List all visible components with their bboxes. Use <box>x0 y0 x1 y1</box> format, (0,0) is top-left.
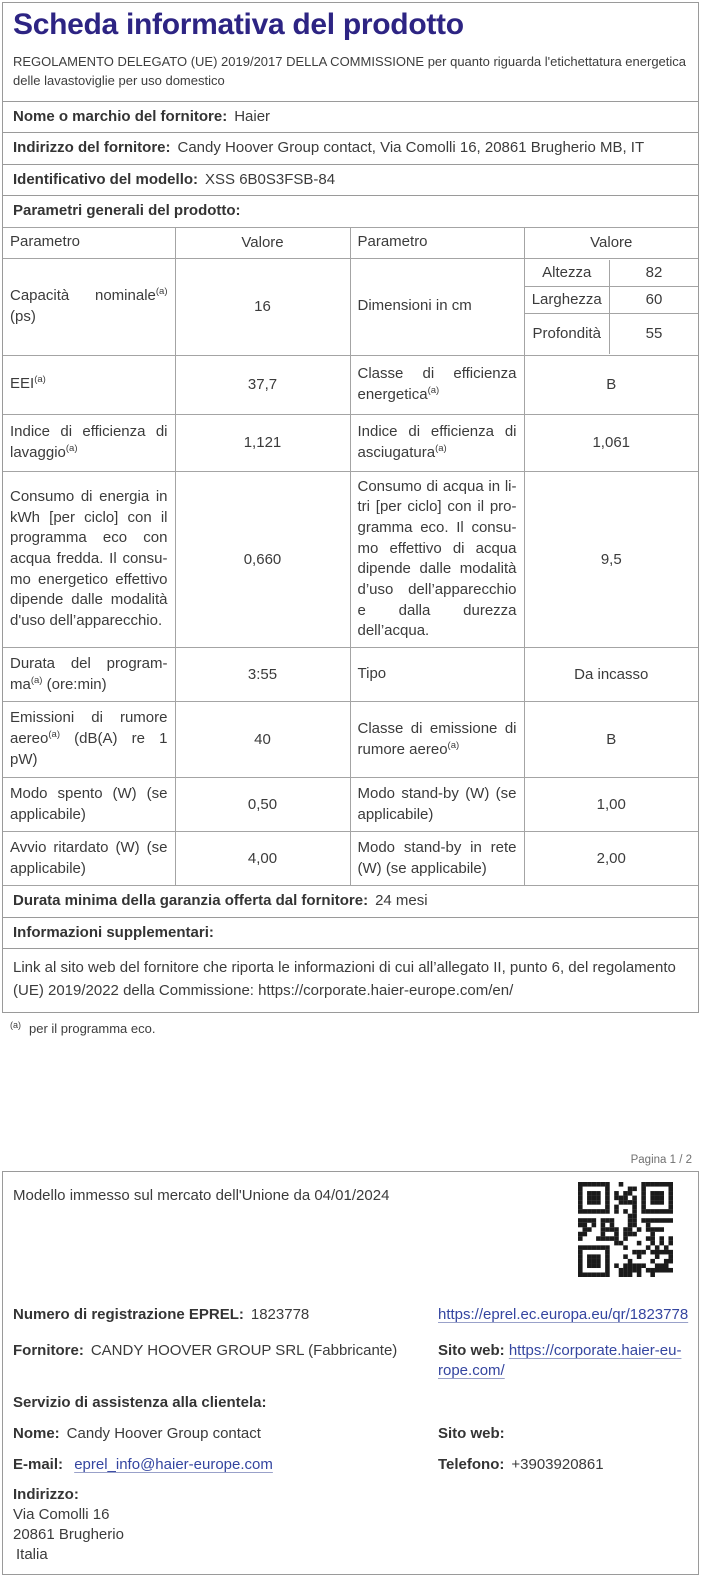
row-noise <box>3 702 698 778</box>
row-off-standby <box>3 778 698 832</box>
depth-label: Profondità <box>525 313 610 354</box>
eprel-number: 1823778 <box>250 1305 310 1323</box>
energy-class-value: B <box>524 355 698 414</box>
eprel-row <box>11 1305 690 1325</box>
regulation-subtitle: REGOLAMENTO DELEGATO (UE) 2019/2017 DELLA COMMISSIONE per quanto riguarda l'etichettatura energetica delle lavastoviglie per uso domestico <box>13 53 687 88</box>
email-link[interactable]: eprel_info@haier-europe.com <box>74 1456 273 1474</box>
contact-email-row <box>11 1455 690 1475</box>
footnote-marker: (a) <box>65 442 78 454</box>
header-valore-2: Valore <box>524 227 698 258</box>
footnote-marker: (a) <box>10 1019 21 1030</box>
standby-mode-value: 1,00 <box>524 778 698 832</box>
warranty-value: 24 mesi <box>375 892 428 909</box>
row-consumption <box>3 471 698 648</box>
model-id-label: Identificativo del modello: <box>13 170 199 188</box>
product-sheet <box>2 2 699 1013</box>
width-label: Larghezza <box>525 286 610 313</box>
model-id-value: XSS 6B0S3FSB-84 <box>205 170 336 188</box>
manufacturer-label: Fornitore: <box>13 1342 84 1360</box>
row-efficiency-indexes <box>3 414 698 471</box>
capacity-label: Capacità nominale$^{(a)}$ (ps) <box>3 258 175 355</box>
width-value: 60 <box>610 286 699 313</box>
supplier-address-row <box>3 132 698 164</box>
standby-mode-label: Modo stand-by (W) (se applicabile) <box>350 778 524 832</box>
capacity-value: 16 <box>175 258 350 355</box>
type-value: Da incasso <box>524 648 698 702</box>
supplier-name-row <box>3 101 698 133</box>
eprel-link-cell <box>438 1305 690 1325</box>
market-top-row <box>11 1182 690 1279</box>
off-mode-value: 0,50 <box>175 778 350 832</box>
footnote-marker: (a) <box>155 285 168 297</box>
header-valore-1: Valore <box>175 227 350 258</box>
contact-email <box>13 1455 438 1475</box>
delayed-start-value: 4,00 <box>175 832 350 886</box>
additional-info-header-row <box>3 917 698 949</box>
dimensions-subtable <box>525 260 699 354</box>
warranty-row <box>3 886 698 917</box>
website-cell <box>438 1341 690 1382</box>
row-duration-type <box>3 648 698 702</box>
page-indicator: Pagina 1 / 2 <box>630 1153 692 1166</box>
eprel-label: Numero di registrazione EPREL: <box>13 1305 244 1323</box>
footnote-marker: (a) <box>30 674 43 686</box>
dimension-row-depth <box>525 313 699 354</box>
contact-site-cell <box>438 1424 690 1444</box>
contact-name <box>13 1424 438 1444</box>
general-parameters-label: Parametri generali del prodotto: <box>13 202 241 219</box>
footnote-marker: (a) <box>447 739 460 751</box>
supplier-name-label: Nome o marchio del fornitore: <box>13 107 228 125</box>
dry-index-value: 1,061 <box>524 414 698 471</box>
contact-name-row <box>11 1424 690 1444</box>
footnote-marker: (a) <box>34 374 46 386</box>
height-label: Altezza <box>525 260 610 287</box>
contact-address-block <box>11 1485 690 1565</box>
energy-consumption-label: Consumo di energia in kWh [per ciclo] con il programma eco con acqua fredda. Il consumo energetico effettivo dipende dalle modalità d'uso dell’apparecchio. <box>3 471 175 648</box>
dry-index-label: Indice di efficienza di asciugatura$^{(a)}$ <box>350 414 524 471</box>
noise-emission-label: Emissioni di rumore aereo$^{(a)}$ (dB(A) re 1 pW) <box>3 702 175 778</box>
wash-index-value: 1,121 <box>175 414 350 471</box>
phone-value: +3903920861 <box>511 1456 604 1474</box>
eprel-qr-link[interactable]: https://eprel.ec.europa.eu/qr/1823778 <box>438 1305 689 1323</box>
address-line-country: Italia <box>16 1546 48 1564</box>
footnote-marker: (a) <box>427 384 440 396</box>
program-duration-value: 3:55 <box>175 648 350 702</box>
product-info-sheet-page <box>0 2 701 1564</box>
network-standby-label: Modo stand-by in rete (W) (se applicabile) <box>350 832 524 886</box>
footnote-marker: (a) <box>48 729 60 741</box>
supplier-address-value: Candy Hoover Group contact, Via Comolli 16, 20861 Brugherio MB, IT <box>177 139 645 156</box>
eei-value: 37,7 <box>175 355 350 414</box>
additional-info-label: Informazioni supplementari: <box>13 923 214 941</box>
network-standby-value: 2,00 <box>524 832 698 886</box>
parameters-table <box>3 227 698 887</box>
email-label: E-mail: <box>13 1456 64 1474</box>
warranty-label: Durata minima della garanzia offerta dal fornitore: <box>13 892 369 909</box>
model-id-row <box>3 164 698 196</box>
supplier-name-value: Haier <box>234 107 271 125</box>
footnote-marker: (a) <box>435 442 447 454</box>
contact-site-label: Sito web: <box>438 1424 505 1442</box>
supplier-link-intro: Link al sito web del fornitore che riporta le informazioni di cui all’allegato II, punto 6, del regolamento (UE) 2019/2022 della Commissione: <box>13 959 676 1000</box>
water-consumption-label: Consumo di acqua in litri [per ciclo] con il programma eco. Il consumo effettivo di acqua dipende dalle modalità d’uso dell’apparecchio e dalla durezza dell’acqua. <box>350 471 524 648</box>
eei-label: EEI$^{(a)}$ <box>3 355 175 414</box>
wash-index-label: Indice di efficienza di lavaggio$^{(a)}$ <box>3 414 175 471</box>
model-market-date: Modello immesso sul mercato dell'Unione da 04/01/2024 <box>13 1186 390 1204</box>
row-delayed-network-standby <box>3 832 698 886</box>
address-line-street: Via Comolli 16 <box>13 1506 110 1524</box>
manufacturer-row <box>11 1341 690 1382</box>
off-mode-label: Modo spento (W) (se applicabile) <box>3 778 175 832</box>
contact-phone <box>438 1455 690 1475</box>
row-capacity-dimensions <box>3 258 698 355</box>
row-eei-energy-class <box>3 355 698 414</box>
eprel-registration <box>13 1305 438 1325</box>
supplier-link-row <box>3 948 698 1012</box>
contact-name-label: Nome: <box>13 1424 60 1442</box>
contact-name-value: Candy Hoover Group contact <box>66 1424 261 1442</box>
manufacturer <box>13 1341 438 1361</box>
header-parametro-1: Parametro <box>3 227 175 258</box>
footnote-text: per il programma eco. <box>29 1020 156 1036</box>
noise-class-value: B <box>524 702 698 778</box>
depth-value: 55 <box>610 313 699 354</box>
delayed-start-label: Avvio ritardato (W) (se applicabile) <box>3 832 175 886</box>
type-label: Tipo <box>350 648 524 702</box>
customer-service-row <box>11 1393 690 1413</box>
page-title: Scheda informativa del prodotto <box>13 8 464 41</box>
market-info-box <box>2 1171 699 1575</box>
supplier-website-en-link[interactable]: https://corporate.haier-europe.com/en/ <box>258 982 514 1000</box>
supplier-address-label: Indirizzo del fornitore: <box>13 139 171 156</box>
manufacturer-value: CANDY HOOVER GROUP SRL (Fabbricante) <box>90 1342 398 1360</box>
water-consumption-value: 9,5 <box>524 471 698 648</box>
footnote <box>0 1013 701 1036</box>
qr-code <box>578 1182 673 1277</box>
table-header-row <box>3 227 698 258</box>
dimension-row-height <box>525 260 699 287</box>
program-duration-label: Durata del programma$^{(a)}$ (ore:min) <box>3 648 175 702</box>
energy-class-label: Classe di efficienza energetica$^{(a)}$ <box>350 355 524 414</box>
noise-class-label: Classe di emissione di rumore aereo$^{(a)}$ <box>350 702 524 778</box>
address-line-city: 20861 Brugherio <box>13 1526 124 1544</box>
energy-consumption-value: 0,660 <box>175 471 350 648</box>
general-parameters-header-row <box>3 195 698 227</box>
corporate-website-link[interactable]: https://corporate.haier-europe.com/ <box>438 1342 682 1380</box>
dimension-row-width <box>525 286 699 313</box>
dimensions-label: Dimensioni in cm <box>350 258 524 355</box>
noise-emission-value: 40 <box>175 702 350 778</box>
website-label: Sito web: <box>438 1342 505 1360</box>
address-label: Indirizzo: <box>13 1486 79 1504</box>
dimensions-subtable-cell <box>524 258 698 355</box>
phone-label: Telefono: <box>438 1456 505 1474</box>
height-value: 82 <box>610 260 699 287</box>
customer-service-label: Servizio di assistenza alla clientela: <box>13 1393 267 1411</box>
title-block <box>3 3 698 101</box>
header-parametro-2: Parametro <box>350 227 524 258</box>
